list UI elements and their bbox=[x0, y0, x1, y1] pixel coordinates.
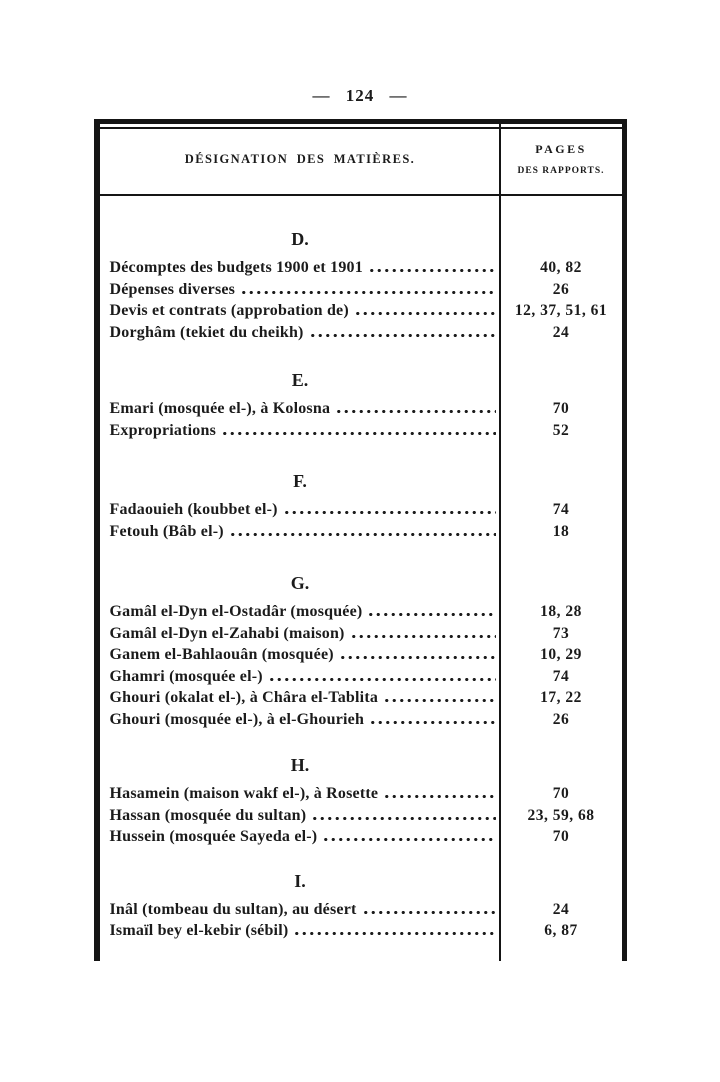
column-header-pages-line2: DES RAPPORTS. bbox=[517, 166, 605, 176]
scanned-book-page bbox=[0, 86, 720, 1082]
section-letter: F. bbox=[293, 471, 307, 491]
entry-title: Fetouh (Bâb el-) bbox=[109, 522, 224, 540]
entry-pages: 70 bbox=[552, 785, 570, 802]
section-entries bbox=[100, 901, 622, 944]
entry-title: Gamâl el-Dyn el-Ostadâr (mosquée) bbox=[109, 603, 363, 620]
dot-leader bbox=[322, 838, 495, 841]
dot-leader bbox=[268, 678, 496, 681]
dot-leader bbox=[283, 511, 496, 514]
dot-leader bbox=[309, 334, 496, 337]
index-entry-row bbox=[100, 689, 622, 711]
entry-title: Expropriations bbox=[109, 421, 217, 439]
entry-title: Fadaouieh (koubbet el-) bbox=[109, 501, 278, 518]
index-entry-row bbox=[100, 668, 622, 690]
section-letter: G. bbox=[290, 573, 310, 593]
index-entry-row bbox=[100, 259, 622, 281]
entry-pages: 10, 29 bbox=[540, 646, 582, 663]
entry-title: Dorghâm (tekiet du cheikh) bbox=[109, 323, 304, 341]
section-letter: D. bbox=[291, 229, 309, 249]
entry-pages: 23, 59, 68 bbox=[527, 806, 595, 824]
entry-pages: 52 bbox=[552, 421, 570, 439]
dot-leader bbox=[383, 699, 495, 702]
dot-leader bbox=[350, 635, 496, 638]
dot-leader bbox=[221, 432, 495, 435]
section-entries bbox=[100, 400, 622, 443]
entry-pages: 73 bbox=[552, 624, 570, 642]
dot-leader bbox=[369, 721, 495, 724]
index-entry-row bbox=[100, 901, 622, 923]
entry-pages: 24 bbox=[552, 900, 570, 918]
index-entry-row bbox=[100, 501, 622, 523]
dot-leader bbox=[229, 533, 496, 536]
entry-title: Ghouri (okalat el-), à Châra el-Tablita bbox=[109, 689, 379, 706]
section-letter: I. bbox=[294, 870, 306, 891]
dot-leader bbox=[335, 410, 495, 413]
index-entry-row bbox=[100, 324, 622, 346]
section-entries bbox=[100, 603, 622, 732]
index-section bbox=[100, 870, 622, 944]
index-entry-row bbox=[100, 625, 622, 647]
index-entry-row bbox=[100, 828, 622, 850]
entry-pages: 70 bbox=[552, 400, 570, 417]
column-header-designation: DÉSIGNATION DES MATIÈRES. bbox=[184, 151, 416, 166]
column-header-pages-line1: PAGES bbox=[535, 142, 587, 156]
index-table bbox=[94, 119, 627, 961]
entry-title: Hassan (mosquée du sultan) bbox=[109, 806, 307, 824]
entry-pages: 70 bbox=[552, 828, 570, 845]
index-entry-row bbox=[100, 400, 622, 422]
index-entry-row bbox=[100, 785, 622, 807]
index-section bbox=[100, 369, 622, 443]
index-section bbox=[100, 754, 622, 850]
entry-title: Inâl (tombeau du sultan), au désert bbox=[109, 900, 357, 918]
dot-leader bbox=[354, 312, 496, 315]
section-entries bbox=[100, 259, 622, 345]
index-entry-row bbox=[100, 422, 622, 444]
index-entry-row bbox=[100, 646, 622, 668]
entry-pages: 74 bbox=[552, 501, 570, 518]
section-entries bbox=[100, 785, 622, 850]
section-letter: H. bbox=[290, 755, 310, 775]
dot-leader bbox=[339, 656, 496, 659]
index-entry-row bbox=[100, 807, 622, 829]
entry-pages: 26 bbox=[552, 710, 570, 728]
entry-pages: 18 bbox=[552, 522, 570, 540]
section-entries bbox=[100, 501, 622, 544]
index-entry-row bbox=[100, 603, 622, 625]
index-section bbox=[100, 572, 622, 732]
entry-pages: 26 bbox=[552, 280, 570, 298]
dot-leader bbox=[240, 291, 495, 294]
table-header-row bbox=[100, 124, 622, 196]
index-entry-row bbox=[100, 281, 622, 303]
dot-leader bbox=[368, 269, 496, 272]
section-letter: E. bbox=[291, 370, 309, 390]
index-entry-row bbox=[100, 711, 622, 733]
dot-leader bbox=[383, 795, 495, 798]
entry-title: Gamâl el-Dyn el-Zahabi (maison) bbox=[109, 624, 345, 642]
column-divider-rule bbox=[499, 124, 501, 961]
entry-pages: 12, 37, 51, 61 bbox=[514, 302, 608, 319]
entry-title: Ghamri (mosquée el-) bbox=[109, 667, 263, 685]
entry-title: Emari (mosquée el-), à Kolosna bbox=[109, 400, 331, 417]
dot-leader bbox=[367, 613, 495, 616]
page-number: — 124 — bbox=[312, 86, 408, 105]
entry-pages: 6, 87 bbox=[544, 922, 578, 939]
entry-title: Ghouri (mosquée el-), à el-Ghourieh bbox=[109, 710, 365, 728]
index-section bbox=[100, 228, 622, 345]
entry-title: Ismaïl bey el-kebir (sébil) bbox=[109, 922, 289, 939]
dot-leader bbox=[362, 911, 496, 914]
entry-pages: 40, 82 bbox=[540, 259, 582, 276]
entry-title: Dépenses diverses bbox=[109, 280, 236, 298]
dot-leader bbox=[311, 817, 495, 820]
dot-leader bbox=[293, 932, 495, 935]
column-header-pages bbox=[501, 124, 622, 194]
entry-title: Décomptes des budgets 1900 et 1901 bbox=[109, 259, 363, 276]
entry-pages: 17, 22 bbox=[540, 689, 582, 706]
index-section bbox=[100, 470, 622, 544]
entry-pages: 74 bbox=[552, 667, 570, 685]
entry-title: Ganem el-Bahlaouân (mosquée) bbox=[109, 646, 334, 663]
index-entry-row bbox=[100, 922, 622, 944]
index-entry-row bbox=[100, 523, 622, 545]
index-entry-row bbox=[100, 302, 622, 324]
entry-title: Devis et contrats (approbation de) bbox=[109, 302, 349, 319]
entry-title: Hussein (mosquée Sayeda el-) bbox=[109, 828, 318, 845]
entry-title: Hasamein (maison wakf el-), à Rosette bbox=[109, 785, 379, 802]
entry-pages: 18, 28 bbox=[540, 603, 582, 620]
entry-pages: 24 bbox=[552, 323, 570, 341]
table-body bbox=[100, 228, 622, 944]
